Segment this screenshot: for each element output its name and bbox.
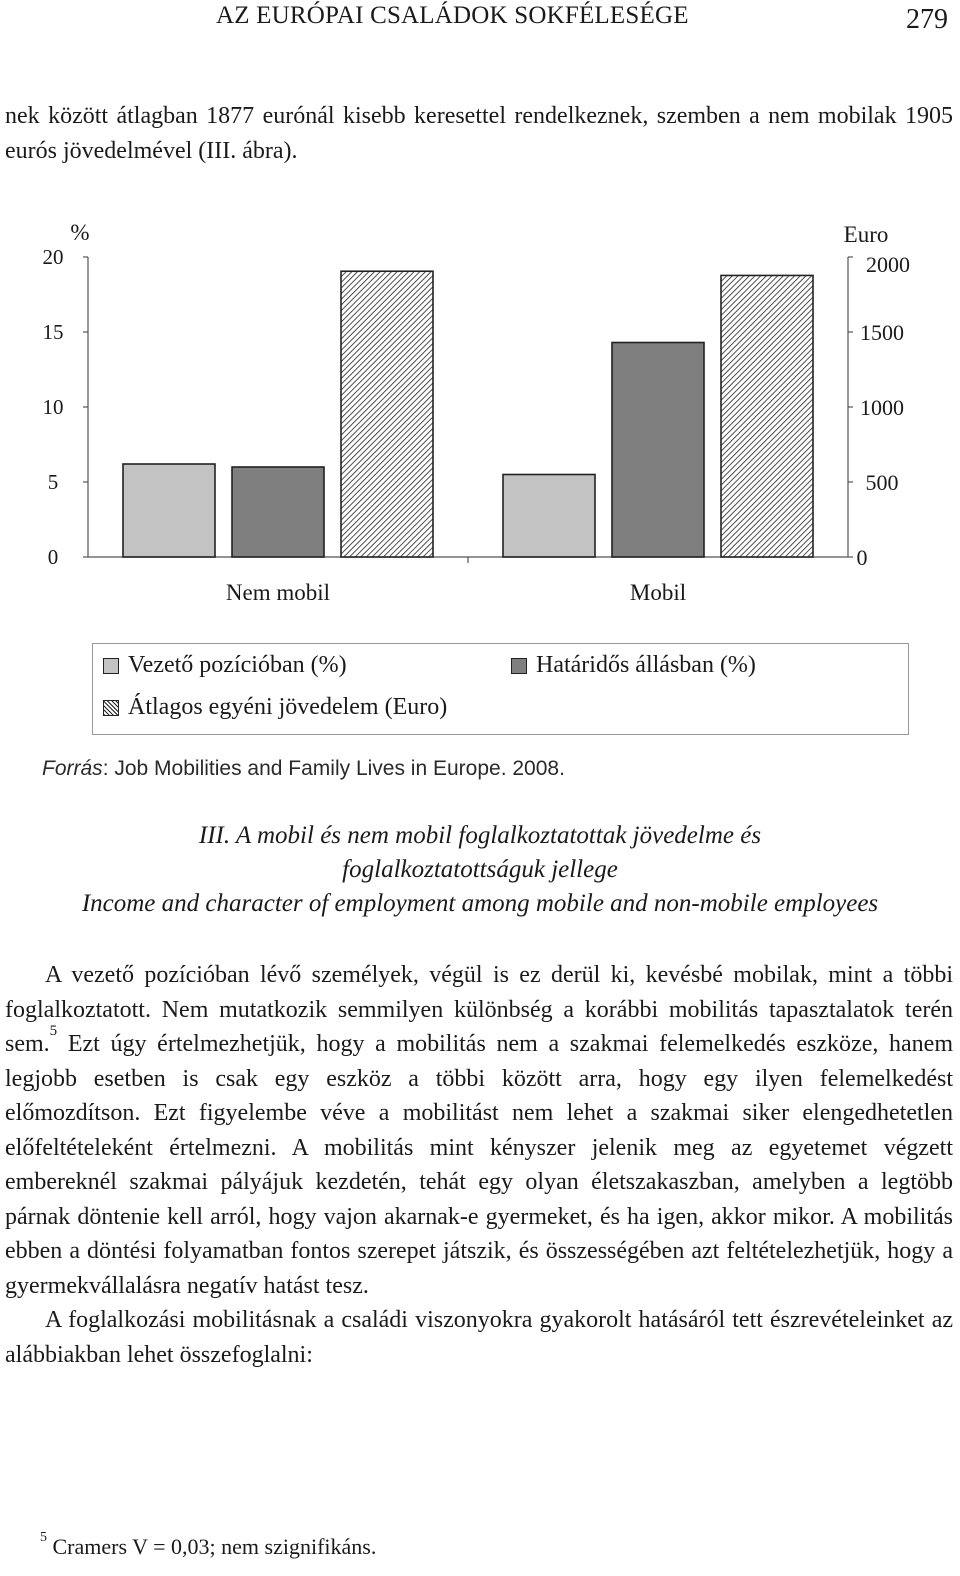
intro-paragraph [5,99,953,168]
category-label: Mobil [629,580,687,605]
source-text: : Job Mobilities and Family Lives in Europe. 2008. [102,757,565,780]
right-tick-label: 1500 [860,320,904,345]
right-tick-label: 0 [856,545,868,570]
right-tick-label: 500 [865,470,899,495]
body-paragraph-1-part-b: Ezt úgy értelmezhetjük, hogy a mobilitás nem a szakmai felemelkedés eszköze, hanem legjobb esetben is csak egy eszköz a többi között arra, hogy egy ilyen felemelkedést előmozdítson. Ezt figyelembe véve a mobilitást nem lehet a szakmai siker elengedhetetlen előfeltételeként értelmezni. A mobilitás mint kényszer jelenik meg az egyetemet végzett embereknél szakmai pályájuk kezdetén, tehát egy olyan életszakaszban, amelyben a legtöbb párnak döntenie kell arról, hogy vajon akarnak-e gyermeket, és ha igen, akkor mikor. A mobilitás ebben a döntési folyamatban fontos szerepet játszik, és összességében azt feltételezhetjük, hogy a gyermekvállalásra negatív hatást tesz. [5,1031,953,1299]
intro-text: nek között átlagban 1877 eurónál kisebb keresettel rendelkeznek, szemben a nem mobilak 1905 eurós jövedelmével (III. ábra). [5,103,953,164]
chart-legend [92,643,909,735]
category-label: Nem mobil [225,580,331,605]
legend-item-leader [103,652,347,679]
figure-caption-line-2: foglalkoztatottságuk jellege [342,856,618,883]
right-axis-label: Euro [843,222,889,247]
right-tick-label: 1000 [860,395,904,420]
running-header-title: AZ EURÓPAI CSALÁDOK SOKFÉLESÉGE [216,2,689,29]
left-tick-label: 10 [42,395,64,419]
footnote [40,1530,377,1560]
legend-label-fixed-term: Határidős állásban (%) [536,652,756,678]
body-paragraph-2: A foglalkozási mobilitásnak a családi viszonyokra gyakorolt hatásáról tett észrevételeinket az alábbiakban lehet összefoglalni: [5,1307,953,1368]
source-note [42,757,565,781]
footnote-reference: 5 [49,1023,58,1039]
left-tick-label: 0 [47,545,59,569]
body-paragraph-1 [5,958,953,1303]
footnote-number: 5 [40,1530,47,1545]
body-paragraph-1-part-a: A vezető pozícióban lévő személyek, végül is ez derül ki, kevésbé mobilak, mint a többi foglalkoztatott. Nem mutatkozik semmilyen különbség a korábbi mobilitás tapasztalatok terén sem. [5,962,953,1057]
legend-swatch-hatch [103,700,119,716]
bar-leader [503,475,595,558]
bar-chart [0,210,960,630]
legend-swatch-dark [511,658,527,674]
left-axis-label: % [70,220,90,245]
page-number: 279 [906,4,948,35]
source-label: Forrás [42,757,103,780]
left-tick-label: 20 [42,245,64,269]
legend-swatch-light [103,658,119,674]
bar-fixed-term [612,343,704,558]
left-tick-label: 5 [47,470,59,494]
figure-caption-english: Income and character of employment among mobile and non-mobile employees [81,890,879,917]
legend-label-leader: Vezető pozícióban (%) [128,652,347,678]
bar-income [721,275,813,557]
legend-label-income: Átlagos egyéni jövedelem (Euro) [128,694,448,720]
body-text [5,958,953,1372]
bar-fixed-term [232,467,324,557]
legend-item-income [103,694,447,721]
left-tick-label: 15 [42,320,64,344]
right-tick-label: 2000 [866,252,910,277]
legend-item-fixed-term [511,652,756,679]
figure-caption-line-1: III. A mobil és nem mobil foglalkoztatottak jövedelme és [198,822,762,849]
footnote-text: Cramers V = 0,03; nem szignifikáns. [52,1534,377,1559]
bar-income [341,271,433,557]
bar-leader [123,464,215,557]
